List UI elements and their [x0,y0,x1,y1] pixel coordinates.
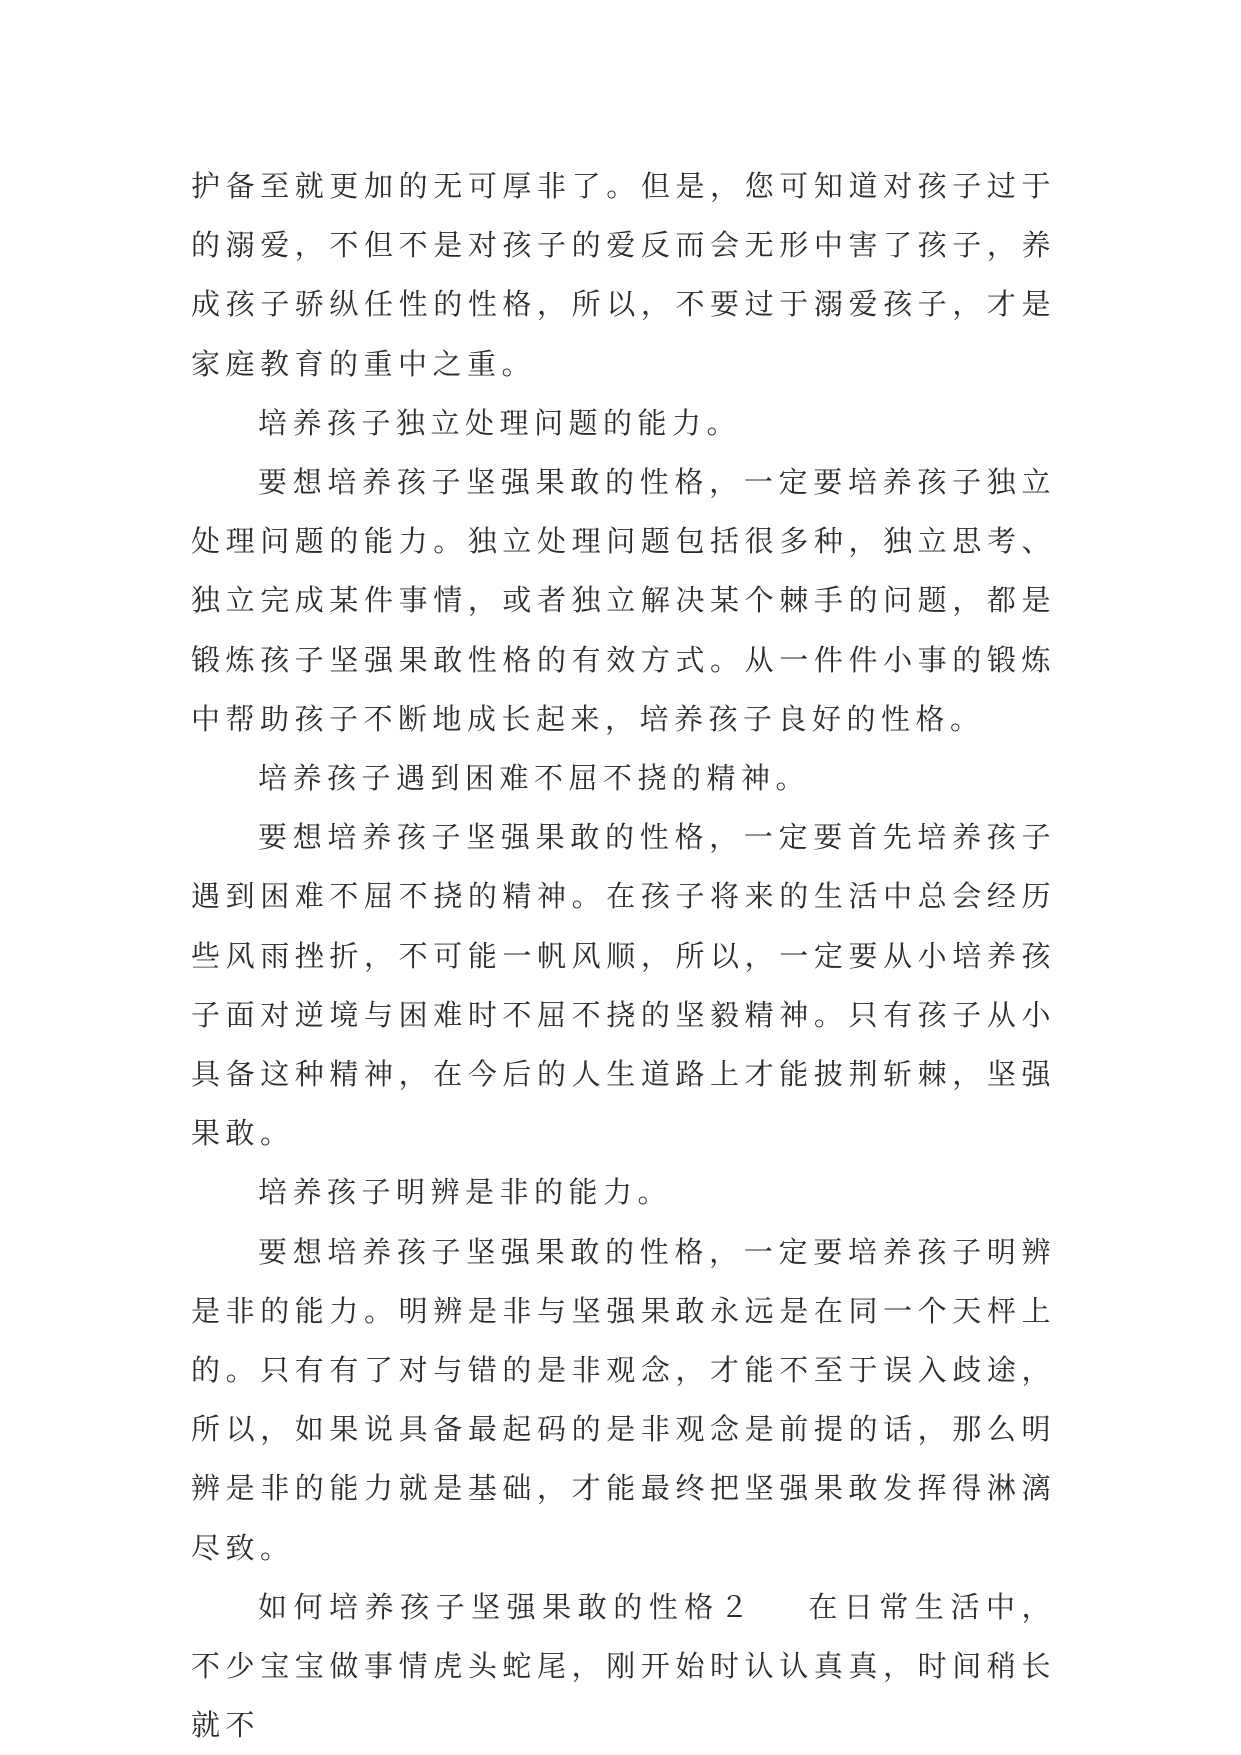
paragraph-article-two [191,1578,1056,1755]
section-heading-perseverance: 培养孩子遇到困难不屈不挠的精神。 [258,761,811,796]
paragraph-independence: 要想培养孩子坚强果敢的性格，一定要培养孩子独立处理问题的能力。独立处理问题包括很多种，独立思考、独立完成某件事情，或者独立解决某个棘手的问题，都是锻炼孩子坚强果敢性格的有效方式。从一件件小事的锻炼中帮助孩子不断地成长起来，培养孩子良好的性格。 [191,465,1056,736]
article-two-title: 如何培养孩子坚强果敢的性格２ [258,1589,756,1624]
section-heading-independence: 培养孩子独立处理问题的能力。 [258,405,742,440]
paragraph-continued: 护备至就更加的无可厚非了。但是，您可知道对孩子过于的溺爱，不但不是对孩子的爱反而会无形中害了孩子，养成孩子骄纵任性的性格，所以，不要过于溺爱孩子，才是家庭教育的重中之重。 [191,169,1056,381]
document-body [191,157,1056,1755]
paragraph-perseverance: 要想培养孩子坚强果敢的性格，一定要首先培养孩子遇到困难不屈不挠的精神。在孩子将来的生活中总会经历些风雨挫折，不可能一帆风顺，所以，一定要从小培养孩子面对逆境与困难时不屈不挠的坚毅精神。只有孩子从小具备这种精神，在今后的人生道路上才能披荆斩棘，坚强果敢。 [191,820,1056,1151]
article-two-text: 在日常生活中，不少宝宝做事情虎头蛇尾，刚开始时认认真真，时间稍长就不 [191,1589,1056,1743]
section-heading-discernment: 培养孩子明辨是非的能力。 [258,1175,673,1210]
paragraph-discernment: 要想培养孩子坚强果敢的性格，一定要培养孩子明辨是非的能力。明辨是非与坚强果敢永远是在同一个天枰上的。只有有了对与错的是非观念，才能不至于误入歧途，所以，如果说具备最起码的是非观念是前提的话，那么明辨是非的能力就是基础，才能最终把坚强果敢发挥得淋漓尽致。 [191,1234,1056,1565]
